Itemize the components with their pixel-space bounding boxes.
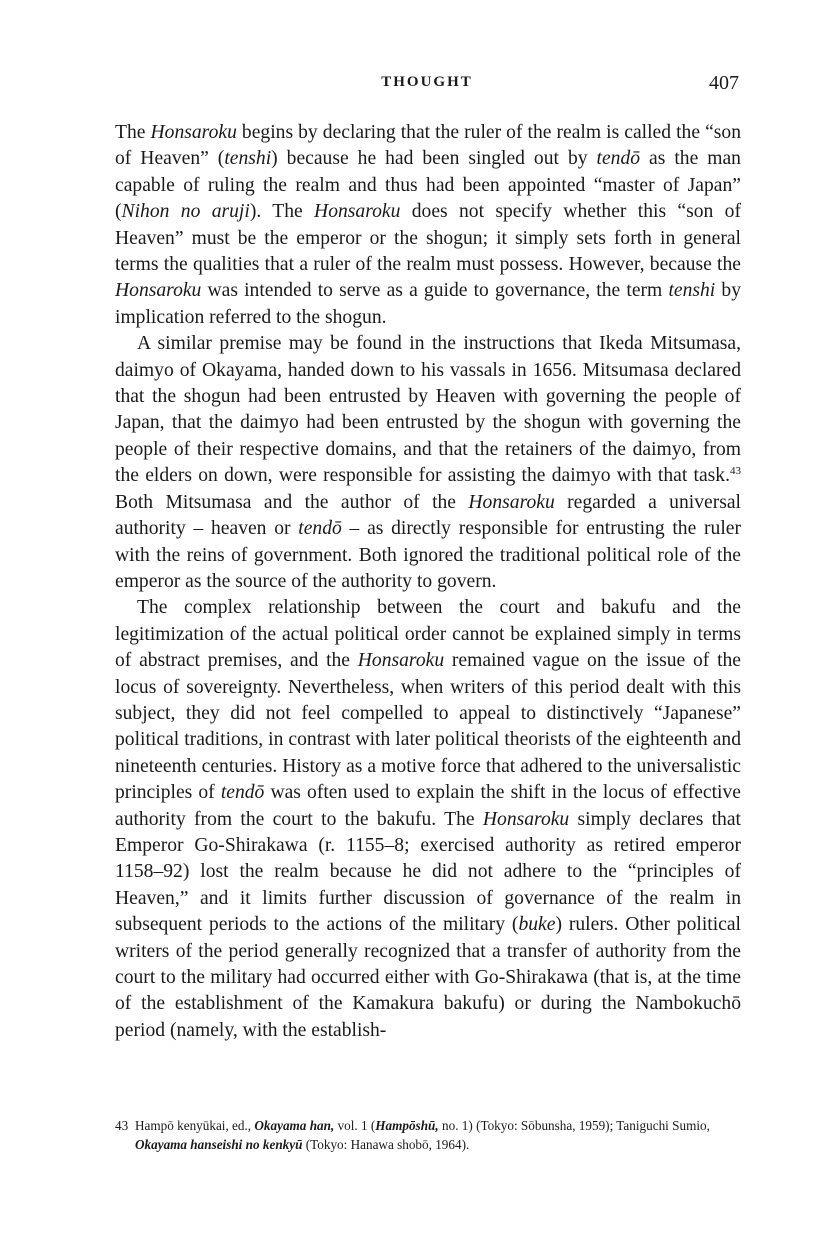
text-run: Both Mitsumasa and the author of the: [115, 491, 469, 513]
text-run: vol. 1 (: [334, 1118, 376, 1133]
footnotes: [115, 1116, 741, 1154]
text-run: ) rulers. Other political writers of the period generally recognized that a transfer of authority from the court to the military had occurred either with Go-Shirakawa (that is, at the time of the establishment of the Kamakura bakufu) or during the Nambokuchō period (namely, with the establish-: [115, 914, 741, 1041]
paragraph-2: [115, 331, 741, 595]
text-run: was often used to explain the shift in the locus of effective authority from the court to the bakufu. The: [115, 782, 741, 830]
italic-term: Nihon no aruji: [121, 201, 250, 223]
text-run: no. 1) (Tokyo: Sōbunsha, 1959); Taniguchi Sumio,: [438, 1118, 710, 1133]
italic-term: buke: [518, 914, 556, 936]
text-run: remained vague on the issue of the locus of sovereignty. Nevertheless, when writers of this period dealt with this subject, they did not feel compelled to appeal to distinctively “Japanese” political traditions, in contrast with later political theorists of the eighteenth and nineteenth centuries. History as a motive force that adhered to the universalistic principles of: [115, 650, 742, 804]
page-number: 407: [709, 72, 739, 94]
italic-title: Okayama hanseishi no kenkyū: [135, 1137, 303, 1152]
italic-title: Honsaroku: [468, 491, 555, 513]
text-run: by implication referred to the shogun.: [115, 280, 741, 328]
running-title: THOUGHT: [381, 74, 473, 90]
text-run: regarded a universal authority – heaven or: [115, 491, 741, 540]
italic-title: Honsaroku: [314, 201, 401, 223]
italic-term: tenshi: [224, 148, 272, 170]
text-run: – as directly responsible for entrusting the ruler with the reins of government. Both ignored the traditional political role of the emperor as the source of the authority to govern.: [115, 518, 742, 592]
italic-term: tenshi: [668, 280, 716, 302]
footnote-ref[interactable]: 43: [730, 465, 741, 478]
text-run: was intended to serve as a guide to governance, the term: [201, 280, 669, 302]
italic-title: Honsaroku: [357, 650, 445, 672]
text-run: ). The: [249, 201, 315, 223]
text-run: simply declares that Emperor Go-Shirakawa (r. 1155–8; exercised authority as retired emperor 1158–92) lost the realm because he did not adhere to the “principles of Heaven,” and it limits further discussion of governance of the realm in subsequent periods to the actions of the military (: [115, 808, 741, 936]
text-run: (Tokyo: Hanawa shobō, 1964).: [302, 1137, 470, 1152]
paragraph-3: [115, 595, 741, 1044]
italic-title: Honsaroku: [482, 808, 570, 830]
body-text: [115, 120, 741, 1044]
text-run: begins by declaring that the ruler of the realm is called the “son of Heaven” (: [115, 122, 741, 170]
italic-title: Honsaroku: [150, 122, 237, 143]
text-run: ) because he had been singled out by: [271, 148, 597, 170]
footnote-number: 43: [115, 1118, 129, 1133]
text-run: The complex relationship between the court and bakufu and the legitimization of the actual political order cannot be explained simply in terms of abstract premises, and the: [115, 597, 741, 672]
paragraph-1: [115, 120, 741, 331]
text-run: as the man capable of ruling the realm and thus had been appointed “master of Japan” (: [115, 148, 741, 223]
text-run: A similar premise may be found in the instructions that Ikeda Mitsumasa, daimyo of Okayama, handed down to his vassals in 1656. Mitsumasa declared that the shogun had been entrusted by Heaven with governing the people of Japan, that the daimyo had been entrusted by the shogun with governing the people of their respective domains, and that the retainers of the daimyo, from the elders on down, were responsible for assisting the daimyo with that task.: [115, 333, 741, 487]
text-run: The: [115, 122, 151, 143]
italic-title: Hampōshū,: [375, 1118, 439, 1133]
italic-title: Okayama han,: [254, 1118, 335, 1133]
footnote-43: [115, 1116, 741, 1154]
italic-term: tendō: [220, 782, 265, 804]
running-head: [115, 74, 739, 98]
text-run: Hampō kenyūkai, ed.,: [135, 1118, 255, 1133]
text-run: does not specify whether this “son of Heaven” must be the emperor or the shogun; it simply sets forth in general terms the qualities that a ruler of the realm must possess. However, because the: [115, 201, 741, 276]
italic-title: Honsaroku: [115, 280, 202, 302]
italic-term: tendō: [596, 148, 641, 170]
italic-term: tendō: [298, 518, 342, 540]
